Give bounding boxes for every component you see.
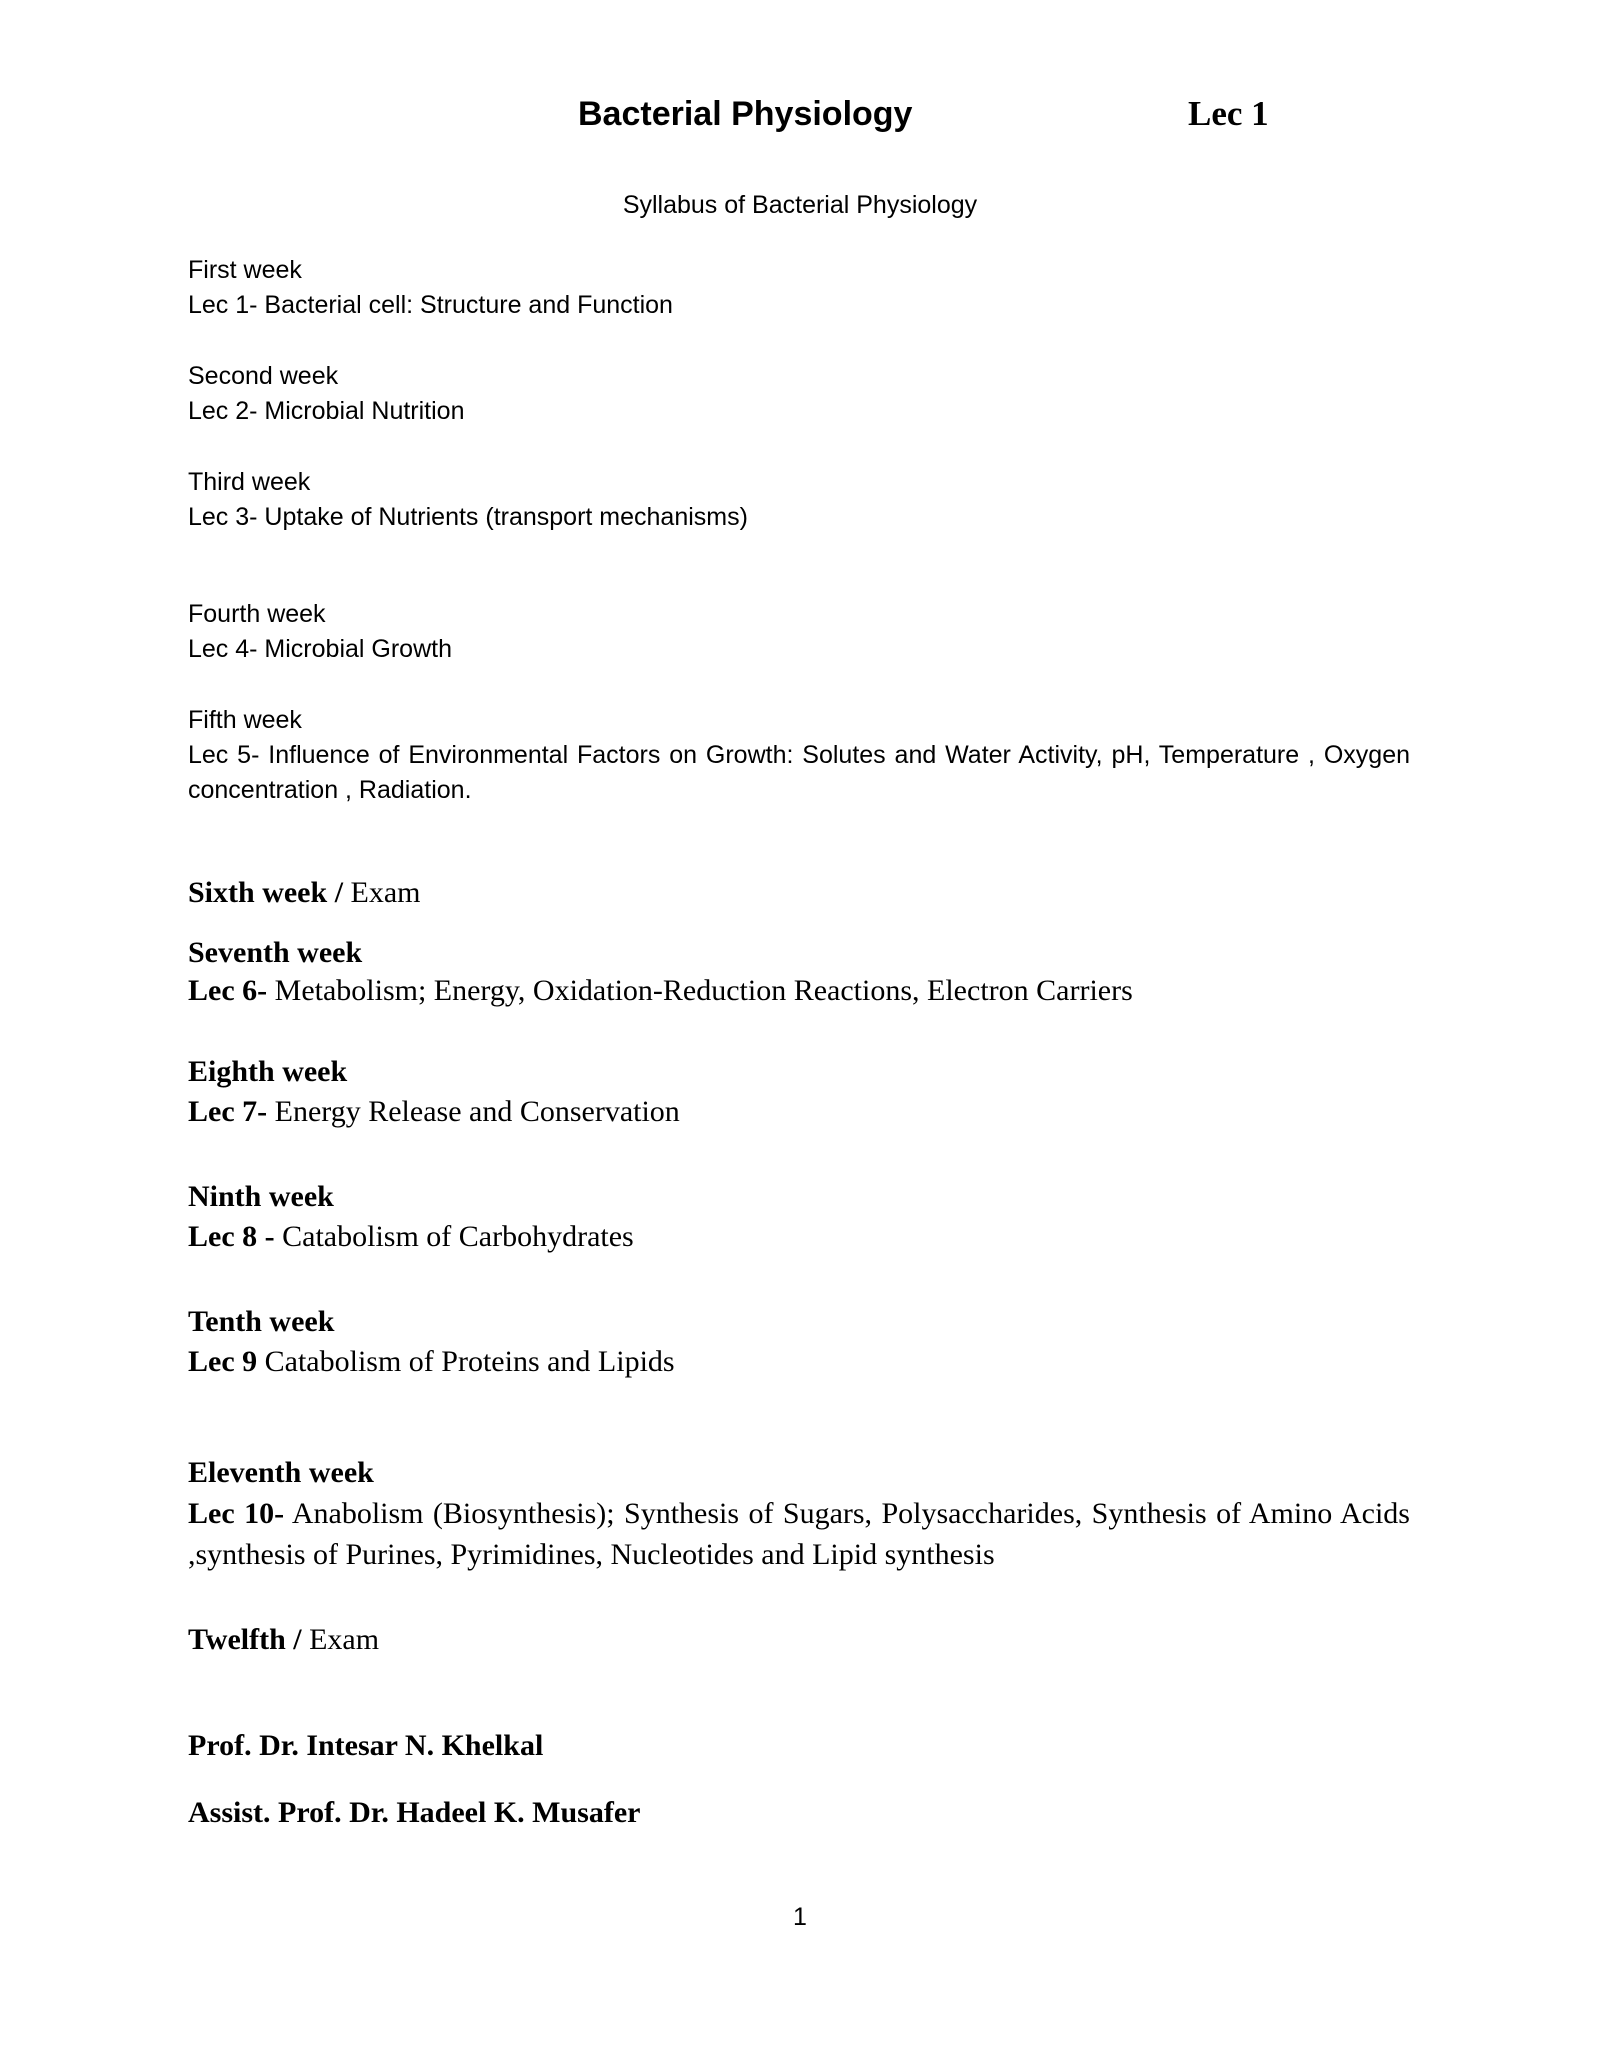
- week-label: Eighth week: [188, 1055, 348, 1088]
- week-entry: [188, 703, 1410, 808]
- exam-line: [188, 1620, 1410, 1660]
- week-entry: [188, 359, 1410, 429]
- week-entry: [188, 1302, 1410, 1382]
- week-label: Second week: [188, 362, 339, 390]
- week-entry: [188, 1177, 1410, 1257]
- syllabus-subtitle: Syllabus of Bacterial Physiology: [622, 191, 978, 219]
- lecture-text: Lec 3- Uptake of Nutrients (transport mechanisms): [188, 503, 748, 531]
- week-label: Sixth week: [188, 876, 328, 909]
- week-entry: [188, 253, 1410, 323]
- exam-text: Exam: [309, 1623, 380, 1656]
- exam-line: [188, 873, 1410, 913]
- exam-entry: [188, 873, 1410, 913]
- week-label: Seventh week: [188, 936, 363, 969]
- lecture-text: Lec 9 Catabolism of Proteins and Lipids: [188, 1345, 675, 1378]
- header-title: Bacterial Physiology: [578, 95, 913, 133]
- lecture-text: Lec 5- Influence of Environmental Factors on Growth: Solutes and Water Activity, pH, Temperature , Oxygen concentration , Radiation.: [188, 741, 1410, 804]
- signature-assistant-professor: Assist. Prof. Dr. Hadeel K. Musafer: [188, 1796, 641, 1829]
- week-label: Ninth week: [188, 1180, 334, 1213]
- lecture-text: Lec 7- Energy Release and Conservation: [188, 1095, 680, 1128]
- lecture-text: Lec 8 - Catabolism of Carbohydrates: [188, 1220, 634, 1253]
- lecture-number: Lec 8 -: [188, 1220, 275, 1253]
- week-label: Twelfth: [188, 1623, 286, 1656]
- lecture-number: Lec 6-: [188, 974, 268, 1007]
- lecture-text: Lec 2- Microbial Nutrition: [188, 397, 465, 425]
- page-number: 1: [793, 1903, 807, 1931]
- lecture-text: Lec 10- Anabolism (Biosynthesis); Synthesis of Sugars, Polysaccharides, Synthesis of Amino Acids ,synthesis of Purines, Pyrimidines, Nucleotides and Lipid synthesis: [188, 1497, 1410, 1571]
- lecture-number: Lec 10-: [188, 1497, 285, 1530]
- exam-text: Exam: [350, 876, 421, 909]
- separator: /: [285, 1623, 310, 1656]
- lecture-text: Lec 1- Bacterial cell: Structure and Function: [188, 291, 673, 319]
- week-label: Fifth week: [188, 706, 302, 734]
- week-label: Fourth week: [188, 600, 326, 628]
- lecture-text: Lec 4- Microbial Growth: [188, 635, 452, 663]
- week-entry: [188, 1052, 1410, 1132]
- signature-professor: Prof. Dr. Intesar N. Khelkal: [188, 1729, 544, 1762]
- week-label: Third week: [188, 468, 311, 496]
- lecture-text: Lec 6- Metabolism; Energy, Oxidation-Reduction Reactions, Electron Carriers: [188, 974, 1133, 1007]
- lecture-number: Lec 7-: [188, 1095, 268, 1128]
- exam-entry: [188, 1620, 1410, 1660]
- separator: /: [327, 876, 351, 909]
- header-lecture: Lec 1: [1188, 94, 1269, 133]
- week-entry: [188, 935, 1410, 1011]
- week-label: Eleventh week: [188, 1456, 374, 1489]
- lecture-number: Lec 9: [188, 1345, 258, 1378]
- week-entry: [188, 465, 1410, 535]
- week-label: Tenth week: [188, 1305, 335, 1338]
- week-entry: [188, 597, 1410, 667]
- week-label: First week: [188, 256, 302, 284]
- week-entry: [188, 1453, 1410, 1575]
